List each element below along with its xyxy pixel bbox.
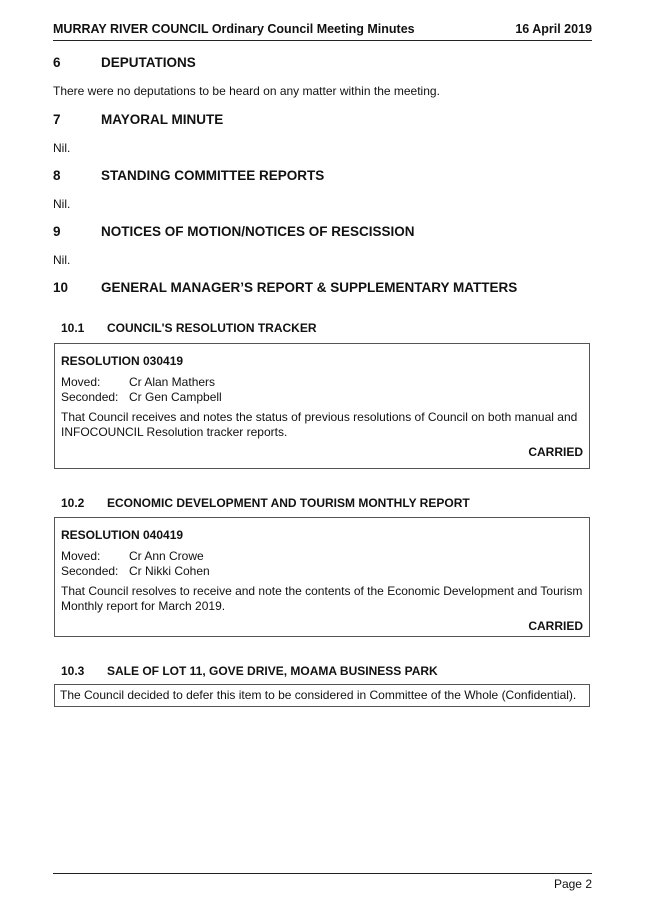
item-number: 10.2 — [61, 496, 85, 510]
meeting-date: 16 April 2019 — [515, 22, 592, 36]
seconded-label: Seconded: — [61, 390, 119, 404]
section-body-9: Nil. — [53, 253, 71, 267]
section-title: STANDING COMMITTEE REPORTS — [101, 168, 325, 183]
seconded-row — [61, 564, 583, 579]
section-title: NOTICES OF MOTION/NOTICES OF RESCISSION — [101, 224, 415, 239]
section-number: 6 — [53, 55, 61, 70]
resolution-number: RESOLUTION 040419 — [61, 528, 184, 542]
section-body-6: There were no deputations to be heard on any matter within the meeting. — [53, 84, 440, 98]
item-title: ECONOMIC DEVELOPMENT AND TOURISM MONTHLY REPORT — [107, 496, 470, 510]
moved-label: Moved: — [61, 549, 101, 563]
section-heading-6 — [53, 55, 196, 70]
page-header — [53, 22, 592, 40]
resolution-outcome: CARRIED — [528, 445, 583, 459]
deferral-note: The Council decided to defer this item to be considered in Committee of the Whole (Confidential). — [60, 688, 577, 702]
section-number: 7 — [53, 112, 61, 127]
resolution-number: RESOLUTION 030419 — [61, 354, 184, 368]
seconded-by: Cr Nikki Cohen — [129, 564, 210, 578]
page-number: Page 2 — [553, 877, 592, 891]
section-heading-7 — [53, 112, 223, 127]
moved-label: Moved: — [61, 375, 101, 389]
section-heading-8 — [53, 168, 324, 183]
moved-by: Cr Alan Mathers — [129, 375, 216, 389]
item-heading-10-2 — [61, 496, 470, 510]
document-title: MURRAY RIVER COUNCIL Ordinary Council Meeting Minutes — [53, 22, 415, 36]
resolution-outcome: CARRIED — [528, 619, 583, 633]
item-number: 10.1 — [61, 321, 85, 335]
resolution-text: That Council resolves to receive and note the contents of the Economic Development and Tourism Monthly report for March 2019. — [61, 584, 583, 613]
item-title: SALE OF LOT 11, GOVE DRIVE, MOAMA BUSINESS PARK — [107, 664, 438, 678]
section-number: 8 — [53, 168, 61, 183]
section-number: 10 — [53, 280, 69, 295]
section-title: MAYORAL MINUTE — [101, 112, 224, 127]
footer-divider — [53, 873, 592, 874]
resolution-box-040419 — [54, 517, 590, 637]
item-number: 10.3 — [61, 664, 85, 678]
resolution-box-030419 — [54, 343, 590, 469]
moved-by: Cr Ann Crowe — [129, 549, 204, 563]
section-heading-10 — [53, 280, 517, 295]
section-title: DEPUTATIONS — [101, 55, 196, 70]
section-body-8: Nil. — [53, 197, 71, 211]
moved-row — [61, 375, 583, 390]
section-heading-9 — [53, 224, 415, 239]
item-heading-10-3 — [61, 664, 438, 678]
header-divider — [53, 40, 592, 41]
item-heading-10-1 — [61, 321, 317, 335]
seconded-label: Seconded: — [61, 564, 119, 578]
item-title: COUNCIL'S RESOLUTION TRACKER — [107, 321, 317, 335]
seconded-by: Cr Gen Campbell — [129, 390, 222, 404]
seconded-row — [61, 390, 583, 405]
moved-row — [61, 549, 583, 564]
deferral-note-box — [54, 684, 590, 707]
section-title: GENERAL MANAGER’S REPORT & SUPPLEMENTARY MATTERS — [101, 280, 518, 295]
resolution-text: That Council receives and notes the status of previous resolutions of Council on both manual and INFOCOUNCIL Resolution tracker reports. — [61, 410, 578, 439]
section-number: 9 — [53, 224, 61, 239]
section-body-7: Nil. — [53, 141, 71, 155]
